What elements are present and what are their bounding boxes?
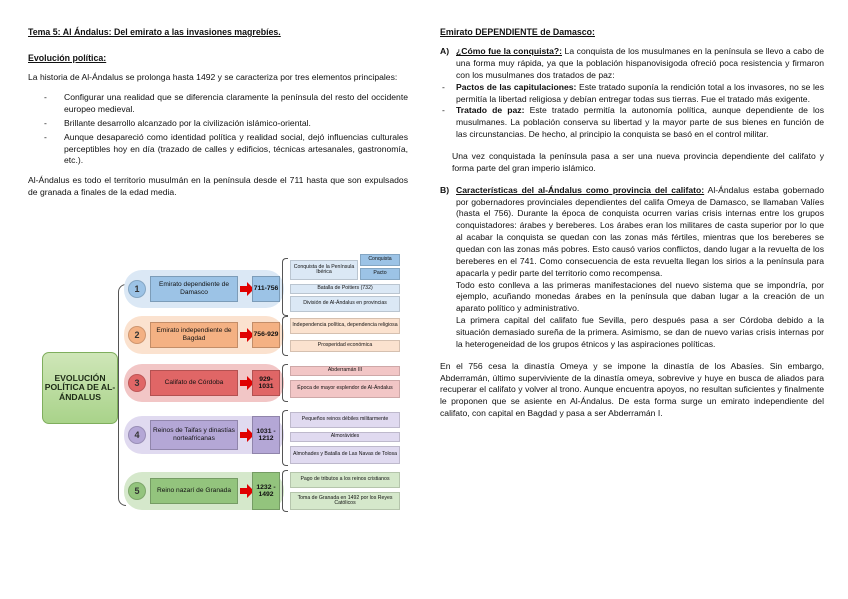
detail-box: Conquista	[360, 254, 400, 266]
treaty-list	[442, 82, 824, 141]
detail-brace	[282, 316, 288, 356]
row-number: 1	[128, 280, 146, 298]
detail-box: Independencia política, dependencia religiosa	[290, 318, 400, 334]
detail-brace	[282, 364, 288, 402]
period-box: Reino nazarí de Granada	[150, 478, 238, 504]
detail-box: Batalla de Poitiers (732)	[290, 284, 400, 294]
years-box: 1031 - 1212	[252, 416, 280, 454]
section-b-paragraph: Todo esto conlleva a las primeras manifestaciones del nuevo sistema que se impondría, por ejemplo, acuñando monedas árabes en la península que daban lugar a la creación de un aparato político y administrativo.	[456, 279, 824, 314]
section-a	[440, 46, 824, 141]
row-number: 3	[128, 374, 146, 392]
evolution-diagram	[38, 256, 400, 514]
characteristics-heading: Características del al-Ándalus como provincia del califato:	[456, 184, 705, 195]
years-box: 756-929	[252, 322, 280, 348]
list-item	[442, 105, 824, 141]
detail-brace	[282, 410, 288, 466]
detail-box: Prosperidad económica	[290, 340, 400, 352]
treaty-label: Tratado de paz:	[456, 105, 525, 116]
years-box: 929-1031	[252, 370, 280, 396]
section-heading: Evolución política:	[28, 53, 107, 64]
period-box: Emirato independiente de Bagdad	[150, 322, 238, 348]
page-title: Tema 5: Al Ándalus: Del emirato a las invasiones magrebíes.	[28, 27, 281, 37]
section-marker: A)	[440, 46, 450, 57]
treaty-text: Este tratado permitía la autonomía política, aunque dependiente de los musulmanes. La población conserva su libertad y la mayor parte de sus bienes en función de las circunstancias. De hecho, al principio la conquista se basó en el control militar.	[456, 105, 825, 140]
list-item: - Aunque desapareció como identidad política y realidad social, dejó influencias culturales perceptibles hoy en día (trazado de calles y edificios, técnicas artesanales, gastronomía, etc.).	[28, 132, 408, 168]
treaty-text: Este tratado suponía la rendición total a los invasores, no se les permitía la libertad religiosa y debían entregar todas sus tierras. Fue el tratado más exigente.	[456, 81, 824, 104]
period-box: Emirato dependiente de Damasco	[150, 276, 238, 302]
detail-box: Almohades y Batalla de Las Navas de Tolosa	[290, 446, 400, 464]
detail-brace	[282, 258, 288, 316]
years-box: 1232 - 1492	[252, 472, 280, 510]
detail-box: Pacto	[360, 268, 400, 280]
section-b	[440, 185, 824, 351]
period-box: Reinos de Taifas y dinastías norteafricanas	[150, 420, 238, 450]
detail-box: Pequeños reinos débiles militarmente	[290, 412, 400, 428]
detail-box: División de Al-Ándalus en provincias	[290, 296, 400, 312]
detail-box: Época de mayor esplendor de Al-Ándalus	[290, 380, 400, 398]
summary-paragraph: Al-Ándalus es todo el territorio musulmán en la península desde el 711 hasta que son expulsados de granada a finales de la edad media.	[28, 175, 408, 198]
section-a-text: La conquista de los musulmanes en la península se llevo a cabo de una forma muy rápida, ya que la población hispanovisigoda ofreció poca resistencia y firmaron con los musulmanes dos tratados de paz:	[456, 46, 824, 80]
final-paragraph: En el 756 cesa la dinastía Omeya y se impone la dinastía de los Abasíes. Sin embargo, Abderramán, último superviviente de la dinastía omeya, sobrevive y huye en busca de aliados para recuperar el califato y volver al trono. Aunque encuentra apoyos, no resultan suficientes y finalmente le proponen que se asiente en Al-Ándalus. De esta forma surge un emirato independiente del califato, con capital en Bagdad y pasa a ser Abderramán I.	[440, 360, 824, 419]
row-number: 2	[128, 326, 146, 344]
detail-box: Almorávides	[290, 432, 400, 442]
diagram-center: EVOLUCIÓN POLÍTICA DE AL-ÁNDALUS	[42, 352, 118, 424]
bullet-list	[28, 92, 408, 167]
province-paragraph: Una vez conquistada la península pasa a ser una nueva provincia dependiente del califato y forma parte del gran imperio islámico.	[452, 151, 824, 173]
list-item	[442, 82, 824, 106]
section-marker: B)	[440, 184, 450, 195]
right-column	[440, 26, 824, 420]
section-b-paragraph: La primera capital del califato fue Sevilla, pero después pasa a ser Córdoba debido a la situación demasiado sureña de la primera. Asimismo, se dan de nuevo varias crisis internas por la heterogeneidad de los grupos étnicos y las aspiraciones políticas.	[456, 315, 824, 349]
row-number: 4	[128, 426, 146, 444]
left-column	[28, 26, 408, 199]
main-brace	[118, 284, 126, 506]
intro-paragraph: La historia de Al-Ándalus se prolonga hasta 1492 y se caracteriza por tres elementos principales:	[28, 72, 398, 83]
question-heading: ¿Cómo fue la conquista?:	[456, 46, 562, 57]
list-item: - Brillante desarrollo alcanzado por la civilización islámico-oriental.	[28, 118, 408, 130]
detail-box: Pago de tributos a los reinos cristianos	[290, 472, 400, 488]
detail-box: Conquista de la Península Ibérica	[290, 260, 358, 280]
detail-brace	[282, 470, 288, 512]
treaty-label: Pactos de las capitulaciones:	[456, 81, 577, 92]
list-item: - Configurar una realidad que se diferencia claramente la península del resto del occidente europeo medieval.	[28, 92, 408, 116]
section-b-text: Al-Ándalus estaba gobernado por gobernadores provinciales dependientes del califa Omeya de Damasco, se llamaban Valíes (hasta el 756). Durante la época de conquista ocurren varias crisis internas entre los grupos conquistadores: árabes y bereberes. Los árabes eran los militares de casta superior por lo que al acabar la conquista se quedan con las zonas más fértiles, mientras que los bereberes se quedan con las zonas más pobres. Esto causó varios conflictos, dando lugar a la revuelta de los bereberes en el 741. Como consecuencia de esta revuelta llegan los sirios a la península para apacarla y pedir parte del territorio como recompensa.	[456, 184, 824, 278]
years-box: 711-756	[252, 276, 280, 302]
section-title: Emirato DEPENDIENTE de Damasco:	[440, 27, 595, 37]
detail-box: Toma de Granada en 1492 por los Reyes Católicos	[290, 492, 400, 510]
row-number: 5	[128, 482, 146, 500]
period-box: Califato de Córdoba	[150, 370, 238, 396]
detail-box: Abderramán III	[290, 366, 400, 376]
